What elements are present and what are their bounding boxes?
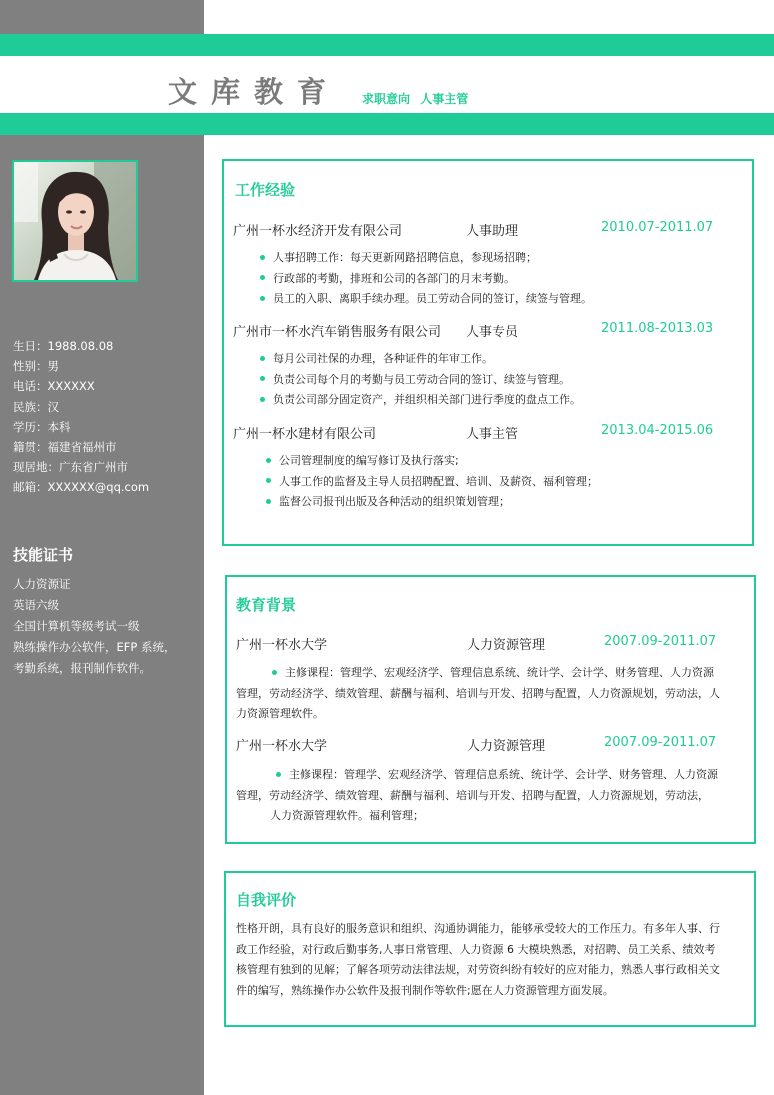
edu-period: 2007.09-2011.07 (604, 735, 717, 750)
duty-item: 行政部的考勤，排班和公司的各部门的月末考勤。 (260, 269, 592, 290)
skill-item: 考勤系统，报刊制作软件。 (13, 661, 151, 675)
job-entry-3 (233, 423, 714, 442)
duty-item: 监督公司报刊出版及各种活动的组织策划管理； (266, 492, 598, 513)
bullet-icon (260, 275, 265, 280)
duty-item: 负责公司每个月的考勤与员工劳动合同的签订、续签与管理。 (260, 370, 581, 391)
bullet-icon (260, 296, 265, 301)
job-intent (362, 90, 468, 107)
job-duties-1 (260, 248, 592, 310)
bullet-icon (266, 478, 271, 483)
job-entry-2 (233, 321, 714, 340)
edu-school: 广州一杯水大学 (236, 739, 328, 754)
duty-item: 人事招聘工作：每天更新网路招聘信息，参现场招聘； (260, 248, 592, 269)
job-duties-2 (260, 349, 581, 411)
edu-major: 人力资源管理 (467, 739, 546, 754)
job-period: 2013.04-2015.06 (601, 423, 714, 438)
edu-period: 2007.09-2011.07 (604, 634, 717, 649)
education-card (225, 575, 756, 844)
info-education: 学历：本科 (13, 419, 71, 434)
info-email: 邮箱：XXXXXX@qq.com (13, 480, 150, 495)
info-residence: 现居地：广东省广州市 (13, 460, 128, 475)
skill-item: 全国计算机等级考试一级 (13, 619, 140, 633)
self-eval-title: 自我评价 (236, 891, 297, 909)
bullet-icon (260, 376, 265, 381)
job-position: 人事助理 (466, 224, 519, 239)
edu-courses-2 (236, 765, 751, 827)
duty-item: 负责公司部分固定资产，并组织相关部门进行季度的盘点工作。 (260, 390, 581, 411)
job-period: 2010.07-2011.07 (601, 220, 714, 235)
edu-course-line: 力资源管理软件。 (236, 707, 324, 720)
bullet-icon (260, 255, 265, 260)
skills-title: 技能证书 (13, 546, 74, 564)
self-eval-line: 核管理有独到的见解；了解各项劳动法律法规，对劳资纠纷有较好的应对能力，熟悉人事行政相关文 (236, 963, 720, 976)
skill-item: 熟练操作办公软件，EFP 系统， (13, 640, 176, 654)
edu-course-line: 主修课程：管理学、宏观经济学、管理信息系统、统计学、会计学、财务管理、人力资源 (285, 666, 714, 679)
work-experience-card (222, 159, 754, 546)
info-birthday: 生日：1988.08.08 (13, 339, 114, 353)
edu-school: 广州一杯水大学 (236, 638, 328, 653)
edu-course-line: 管理，劳动经济学、绩效管理、薪酬与福利、培训与开发、招聘与配置，人力资源规划，劳动法，人 (236, 686, 720, 700)
edu-course-line: 主修课程：管理学、宏观经济学、管理信息系统、统计学、会计学、财务管理、人力资源 (289, 768, 718, 781)
edu-major: 人力资源管理 (467, 638, 546, 653)
job-duties-3 (266, 451, 598, 513)
info-gender: 性别：男 (13, 359, 59, 374)
bullet-icon (260, 356, 265, 361)
personal-info (13, 336, 198, 498)
portrait-photo-icon (14, 162, 136, 280)
skills-list (13, 574, 201, 679)
job-company: 广州市一杯水汽车销售服务有限公司 (233, 325, 442, 340)
duty-item: 人事工作的监督及主导人员招聘配置、培训、及薪资、福利管理； (266, 472, 598, 493)
resume-name: 文库教育 (168, 75, 341, 109)
self-eval-text (236, 919, 751, 1001)
bullet-icon (272, 670, 277, 675)
info-phone: 电话：XXXXXX (13, 379, 95, 394)
job-intent-value: 人事主管 (420, 92, 469, 106)
header-bottom-band (0, 113, 774, 135)
self-eval-line: 性格开朗，具有良好的服务意识和组织、沟通协调能力，能够承受较大的工作压力。有多年人事、行 (236, 922, 720, 935)
job-period: 2011.08-2013.03 (601, 321, 714, 336)
skill-item: 英语六级 (13, 598, 59, 612)
job-position: 人事专员 (466, 325, 519, 340)
info-ethnicity: 民族：汉 (13, 399, 59, 414)
edu-courses-1 (236, 663, 751, 725)
job-intent-label: 求职意向 (362, 92, 411, 106)
bullet-icon (276, 772, 281, 777)
duty-item: 公司管理制度的编写修订及执行落实; (266, 451, 598, 472)
work-title: 工作经验 (235, 181, 296, 199)
self-evaluation-card (224, 871, 756, 1027)
edu-course-line: 管理，劳动经济学、绩效管理、薪酬与福利、培训与开发、招聘与配置，人力资源规划，劳动法， (236, 788, 709, 802)
bullet-icon (260, 397, 265, 402)
job-position: 人事主管 (466, 427, 519, 442)
portrait-photo (12, 160, 138, 282)
info-hometown: 籍贯：福建省福州市 (13, 440, 117, 455)
self-eval-line: 件的编写，熟练操作办公软件及报刊制作等软件;愿在人力资源管理方面发展。 (236, 983, 614, 997)
education-entry-1 (236, 634, 717, 653)
education-entry-2 (236, 735, 717, 754)
job-company: 广州一杯水建材有限公司 (233, 427, 377, 442)
skill-item: 人力资源证 (13, 577, 71, 591)
job-entry-1 (233, 220, 714, 239)
header-top-band (0, 34, 774, 56)
job-company: 广州一杯水经济开发有限公司 (233, 224, 403, 239)
self-eval-line: 政工作经验，对行政后勤事务,人事日常管理、人力资源 6 大模块熟悉，对招聘、员工关系、绩效考 (236, 942, 716, 956)
duty-item: 每月公司社保的办理，各种证件的年审工作。 (260, 349, 581, 370)
edu-course-line: 人力资源管理软件。福利管理； (270, 809, 424, 822)
bullet-icon (266, 499, 271, 504)
duty-item: 员工的入职、离职手续办理。员工劳动合同的签订，续签与管理。 (260, 289, 592, 310)
education-title: 教育背景 (236, 596, 297, 614)
bullet-icon (266, 458, 271, 463)
